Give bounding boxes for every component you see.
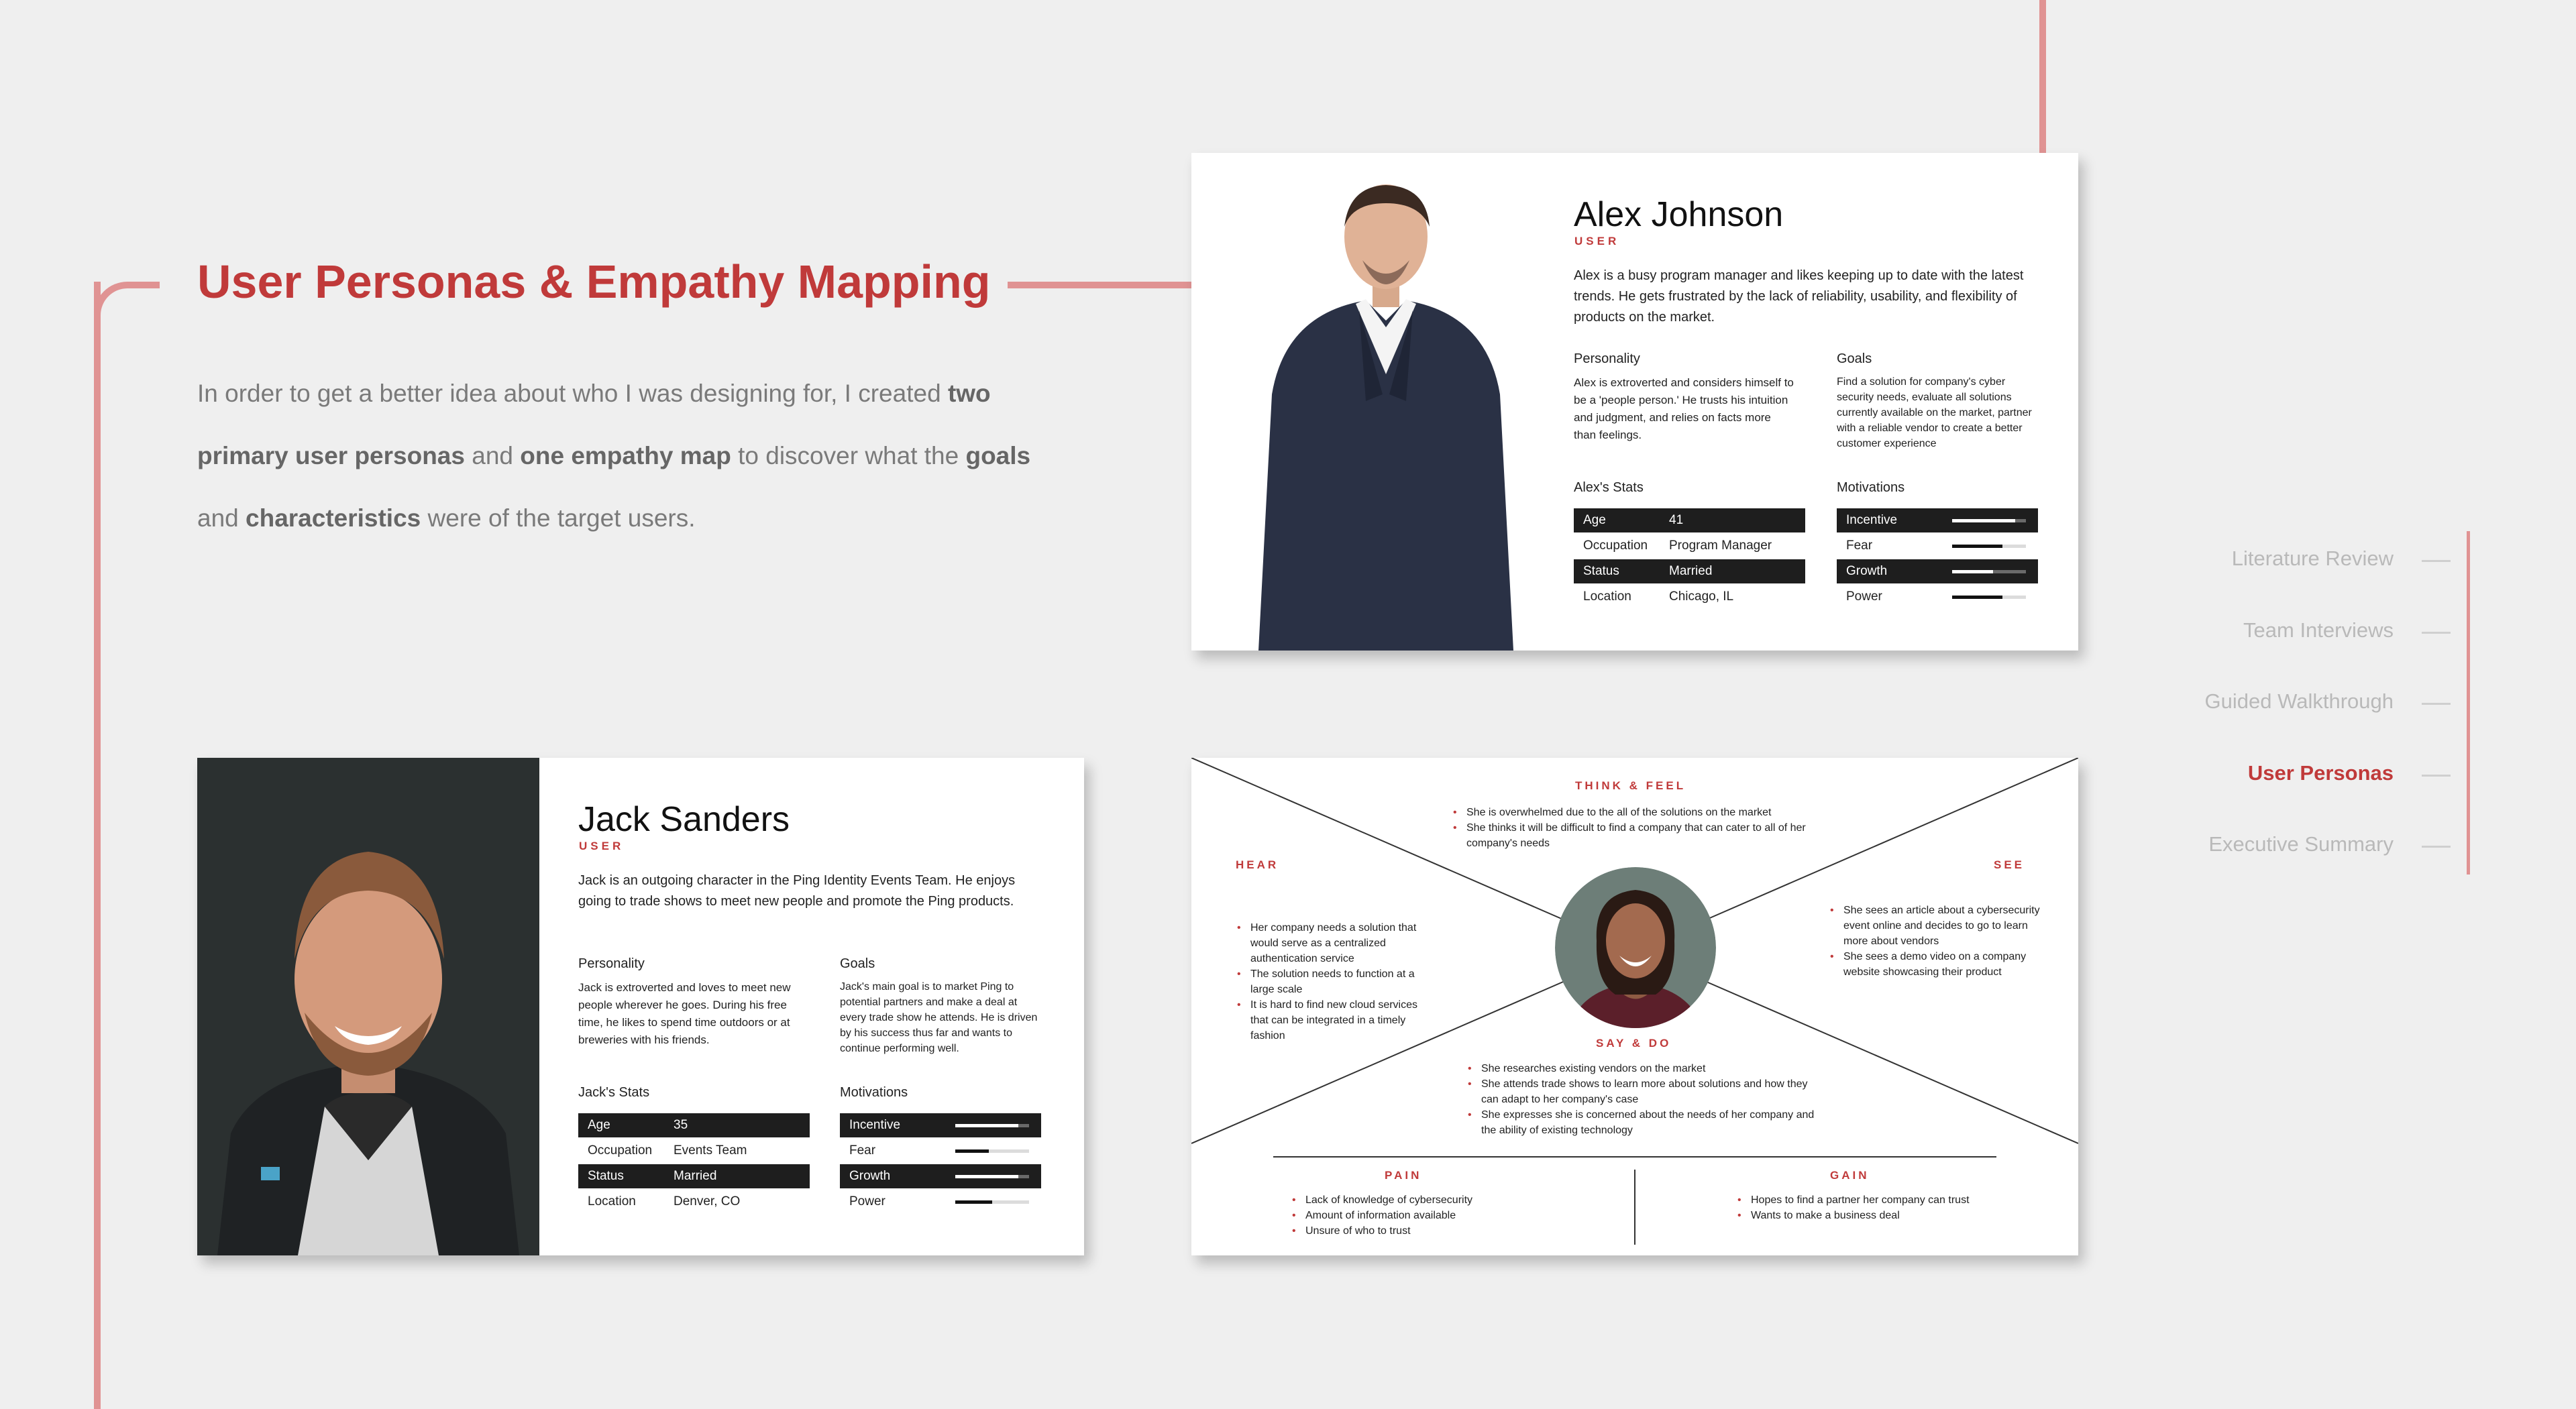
pain-heading: PAIN <box>1385 1169 1422 1182</box>
motivation-bar-fill <box>1952 519 2015 522</box>
stat-row: Location Chicago, IL <box>1583 589 1734 604</box>
motivation-row <box>1837 508 2038 532</box>
list-item: • Hopes to find a partner her company can trust <box>1736 1192 1991 1208</box>
think-feel-list <box>1452 805 1827 851</box>
alex-stats-table <box>1574 508 1805 610</box>
motivation-bar-fill <box>955 1200 992 1204</box>
nav-tick <box>2422 560 2451 562</box>
jack-stats-heading: Jack's Stats <box>578 1085 650 1100</box>
motivation-bar <box>1952 570 2026 573</box>
list-item: • She is overwhelmed due to the all of the solutions on the market <box>1452 805 1827 820</box>
motivation-bar <box>955 1124 1029 1127</box>
alex-goals-heading: Goals <box>1837 351 1872 366</box>
say-do-heading: SAY & DO <box>1596 1037 1672 1050</box>
list-item: • She attends trade shows to learn more about solutions and how they can adapt to her company's case <box>1466 1076 1815 1107</box>
list-item: • She sees a demo video on a company website showcasing their product <box>1829 949 2050 980</box>
motivation-label: Power <box>849 1194 885 1208</box>
jack-photo <box>197 758 539 1255</box>
hear-heading: HEAR <box>1236 858 1279 871</box>
see-list <box>1829 903 2050 980</box>
motivation-row <box>840 1113 1041 1137</box>
jack-goals-heading: Goals <box>840 956 875 971</box>
stat-row: Occupation Events Team <box>588 1143 747 1158</box>
motivation-row <box>840 1164 1041 1188</box>
motivation-bar <box>1952 519 2026 522</box>
motivation-bar-fill <box>955 1124 1018 1127</box>
motivation-bar-fill <box>955 1149 989 1153</box>
motivation-label: Fear <box>1846 539 1873 553</box>
jack-goals: Jack's main goal is to market Ping to potential partners and make a deal at every trade show he attends. He is driven by his success thus far and wants to continue performing well. <box>840 981 1038 1054</box>
title-connector-line <box>1008 282 1191 288</box>
motivation-label: Incentive <box>849 1118 901 1132</box>
intro-text: and <box>464 442 521 469</box>
jack-motivations <box>840 1113 1041 1215</box>
intro-text: to discover what the <box>731 442 966 469</box>
motivation-bar <box>955 1175 1029 1178</box>
list-item: • She thinks it will be difficult to find a company that can cater to all of her company's needs <box>1452 820 1827 851</box>
motivation-bar <box>955 1149 1029 1153</box>
alex-motivations <box>1837 508 2038 610</box>
motivation-label: Growth <box>849 1169 891 1183</box>
intro-paragraph <box>197 362 1069 549</box>
motivation-row <box>1837 585 2038 609</box>
alex-personality: Alex is extroverted and considers himself to be a 'people person.' He trusts his intuition and judgment, and relies on facts more than feelings. <box>1574 376 1794 441</box>
gain-list <box>1736 1192 1991 1223</box>
list-item: • It is hard to find new cloud services that can be integrated in a timely fashion <box>1236 997 1437 1044</box>
motivation-bar-fill <box>955 1175 1018 1178</box>
jack-stats-table <box>578 1113 810 1215</box>
persona-card-jack <box>197 758 1084 1255</box>
page-title: User Personas & Empathy Mapping <box>197 256 991 308</box>
stat-row: Age 41 <box>1574 508 1805 532</box>
jack-personality-heading: Personality <box>578 956 645 971</box>
alex-description: Alex is a busy program manager and likes keeping up to date with the latest trends. He gets frustrated by the lack of reliability, usability, and flexibility of products on the market. <box>1574 268 2024 325</box>
list-item: • Amount of information available <box>1291 1208 1572 1223</box>
list-item: • Lack of knowledge of cybersecurity <box>1291 1192 1572 1208</box>
motivation-bar-fill <box>1952 545 2002 548</box>
think-feel-heading: THINK & FEEL <box>1575 779 1686 792</box>
alex-stats-heading: Alex's Stats <box>1574 480 1644 495</box>
alex-personality-heading: Personality <box>1574 351 1640 366</box>
empathy-map-card <box>1191 758 2078 1255</box>
nav-item-team-interviews[interactable]: Team Interviews <box>2243 618 2394 642</box>
motivation-label: Growth <box>1846 564 1888 578</box>
left-frame-line <box>94 282 101 1409</box>
intro-emphasis: one empathy map <box>520 442 731 469</box>
intro-text: were of the target users. <box>421 504 696 532</box>
jack-role: USER <box>579 840 625 852</box>
motivation-label: Incentive <box>1846 513 1898 527</box>
nav-tick <box>2422 703 2451 705</box>
alex-goals: Find a solution for company's cyber security needs, evaluate all solutions currently available on the market, partner with a reliable vendor to create a better customer experience <box>1837 376 2032 449</box>
nav-item-guided-walkthrough[interactable]: Guided Walkthrough <box>2204 689 2394 713</box>
left-frame-corner <box>94 282 160 322</box>
stat-row: Status Married <box>1574 559 1805 583</box>
motivation-bar-fill <box>1952 570 1993 573</box>
jack-motivations-heading: Motivations <box>840 1085 908 1100</box>
nav-tick <box>2422 775 2451 777</box>
motivation-bar <box>1952 545 2026 548</box>
motivation-bar <box>1952 596 2026 599</box>
motivation-bar <box>955 1200 1029 1204</box>
alex-role: USER <box>1574 235 1620 247</box>
stat-row: Occupation Program Manager <box>1583 539 1772 553</box>
intro-emphasis: characteristics <box>246 504 421 532</box>
jack-personality: Jack is extroverted and loves to meet new people wherever he goes. During his free time, he likes to spend time outdoors or at breweries with his friends. <box>578 981 791 1046</box>
motivation-row <box>1837 534 2038 558</box>
see-heading: SEE <box>1994 858 2025 871</box>
nav-vertical-line <box>2467 531 2470 875</box>
hear-list <box>1236 920 1437 1044</box>
nav-item-user-personas[interactable]: User Personas <box>2247 761 2394 785</box>
nav-item-literature-review[interactable]: Literature Review <box>2231 547 2394 570</box>
motivation-row <box>1837 559 2038 583</box>
gain-heading: GAIN <box>1830 1169 1870 1182</box>
stat-row: Location Denver, CO <box>588 1194 741 1208</box>
jack-name: Jack Sanders <box>578 800 790 839</box>
alex-name: Alex Johnson <box>1574 195 1784 234</box>
motivation-row <box>840 1139 1041 1163</box>
intro-emphasis: two primary user personas <box>197 380 991 469</box>
motivation-label: Fear <box>849 1143 876 1158</box>
jack-description: Jack is an outgoing character in the Ping Identity Events Team. He enjoys going to trade shows to meet new people and promote the Ping products. <box>578 873 1016 909</box>
alex-photo <box>1232 173 1527 651</box>
motivation-bar-fill <box>1952 596 2002 599</box>
pain-list <box>1291 1192 1572 1239</box>
nav-tick <box>2422 846 2451 848</box>
stat-row: Status Married <box>578 1164 810 1188</box>
list-item: • She researches existing vendors on the market <box>1466 1061 1815 1076</box>
stat-row: Age 35 <box>578 1113 810 1137</box>
alex-motivations-heading: Motivations <box>1837 480 1905 495</box>
motivation-label: Power <box>1846 589 1882 604</box>
top-vertical-line <box>2039 0 2046 153</box>
list-item: • The solution needs to function at a large scale <box>1236 966 1437 997</box>
persona-card-alex <box>1191 153 2078 651</box>
intro-emphasis: goals <box>965 442 1031 469</box>
list-item: • She expresses she is concerned about the needs of her company and the ability of existing technology <box>1466 1107 1815 1138</box>
list-item: • Her company needs a solution that would serve as a centralized authentication service <box>1236 920 1437 966</box>
intro-text: and <box>197 504 246 532</box>
nav-tick <box>2422 632 2451 634</box>
empathy-avatar <box>1555 867 1716 1028</box>
intro-text: In order to get a better idea about who I was designing for, I created <box>197 380 948 407</box>
motivation-row <box>840 1190 1041 1214</box>
nav-item-executive-summary[interactable]: Executive Summary <box>2208 832 2394 856</box>
list-item: • Unsure of who to trust <box>1291 1223 1572 1239</box>
say-do-list <box>1466 1061 1815 1138</box>
list-item: • Wants to make a business deal <box>1736 1208 1991 1223</box>
list-item: • She sees an article about a cybersecurity event online and decides to go to learn more about vendors <box>1829 903 2050 949</box>
